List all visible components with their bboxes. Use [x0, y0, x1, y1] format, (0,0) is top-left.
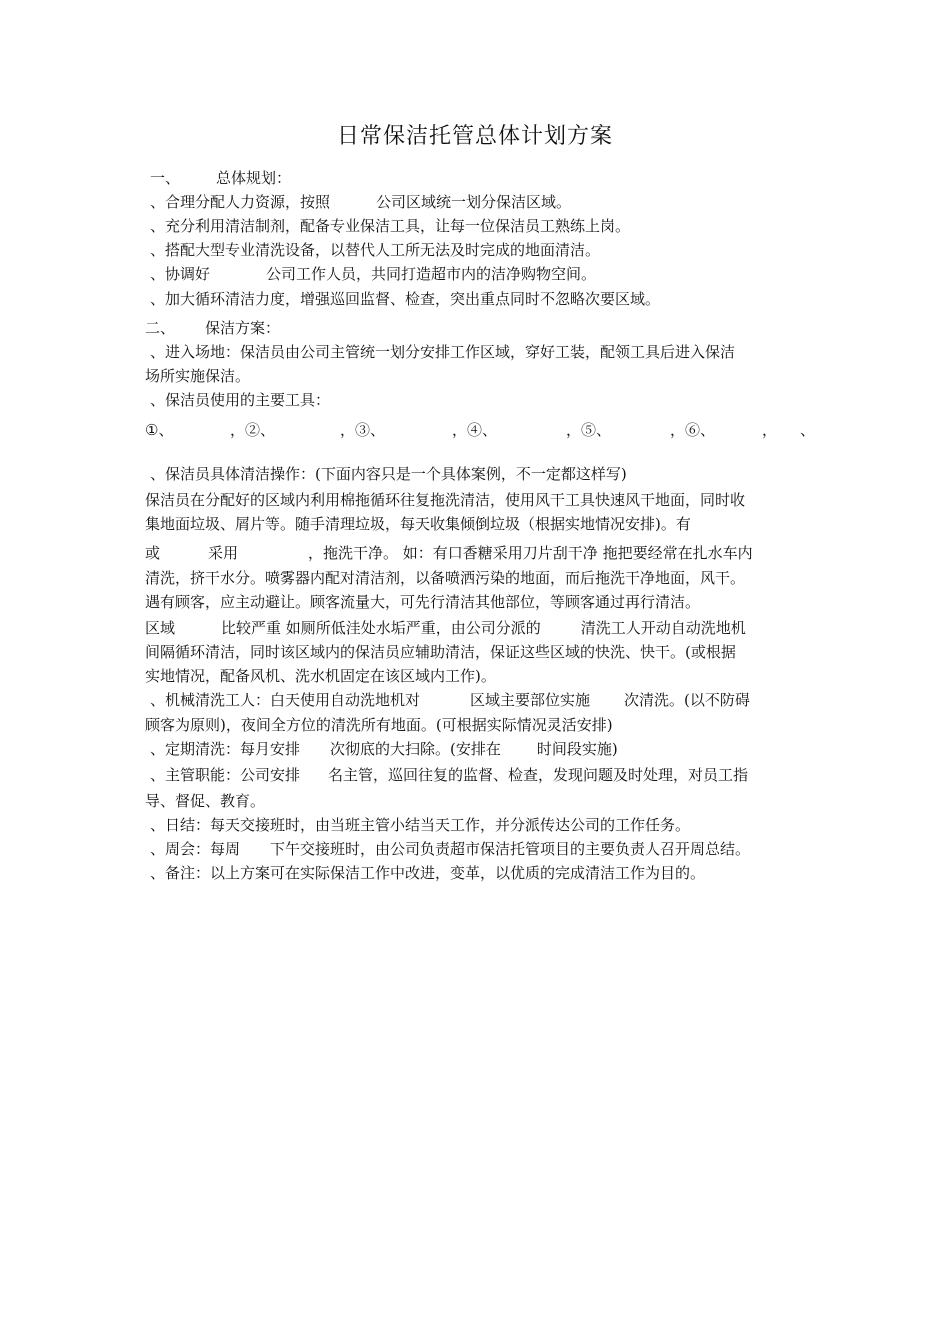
paragraph-line: 间隔循环清洁，同时该区域内的保洁员应辅助清洁，保证这些区域的快洗、快干。(或根据 [145, 643, 736, 661]
tools-list-item-4: ，④、 [452, 421, 498, 439]
paragraph-line: 、备注：以上方案可在实际保洁工作中改进，变革，以优质的完成清洁工作为目的。 [150, 864, 706, 882]
tools-list-item-2: ，②、 [230, 421, 276, 439]
list-item: 、加大循环清洁力度，增强巡回监督、检查，突出重点同时不忽略次要区域。 [150, 290, 661, 308]
tools-list-item-3: ，③、 [340, 421, 386, 439]
paragraph-line: 或 采用 ，拖洗干净。 如：有口香糖采用刀片刮干净 拖把要经常在扎水车内 [145, 544, 753, 562]
tools-list-separator: ， [762, 421, 778, 439]
tools-list-item-1: ①、 [145, 421, 174, 439]
paragraph-line: 场所实施保洁。 [145, 367, 251, 385]
paragraph-line: 遇有顾客，应主动避让。顾客流量大，可先行清洁其他部位，等顾客通过再行清洁。 [145, 593, 701, 611]
paragraph-line: 、机械清洗工人：白天使用自动洗地机对 区域主要部位实施 次清洗。(以不防碍 [150, 691, 750, 709]
section-1-number: 一、 [150, 169, 181, 187]
list-item: 、协调好 公司工作人员，共同打造超市内的洁净购物空间。 [150, 265, 597, 283]
paragraph-line: 实地情况，配备风机、洗水机固定在该区域内工作)。 [145, 667, 496, 685]
paragraph-line: 、日结：每天交接班时，由当班主管小结当天工作，并分派传达公司的工作任务。 [150, 816, 691, 834]
ops-label: 、保洁员具体清洁操作：(下面内容只是一个具体案例，不一定都这样写) [150, 465, 627, 483]
paragraph-line: 、进入场地：保洁员由公司主管统一划分安排工作区域，穿好工装，配领工具后进入保洁 [150, 343, 736, 361]
tools-list-separator: 、 [800, 421, 816, 439]
section-1-heading [150, 166, 291, 190]
paragraph-line: 保洁员在分配好的区域内利用棉拖循环往复拖洗清洁，使用风干工具快速风干地面，同时收 [145, 491, 746, 509]
paragraph-line: 、主管职能：公司安排 名主管，巡回往复的监督、检查，发现问题及时处理，对员工指 [150, 766, 749, 784]
paragraph-line: 集地面垃圾、屑片等。随手清理垃圾，每天收集倾倒垃圾（根据实地情况安排)。有 [145, 515, 691, 533]
tools-list-item-6: ，⑥、 [670, 421, 716, 439]
list-item: 、合理分配人力资源，按照 公司区域统一划分保洁区域。 [150, 193, 572, 211]
paragraph-line: 、周会：每周 下午交接班时，由公司负责超市保洁托管项目的主要负责人召开周总结。 [150, 840, 751, 858]
tools-label: 、保洁员使用的主要工具： [150, 391, 331, 409]
section-1-title: 总体规划： [216, 169, 292, 187]
list-item: 、充分利用清洁制剂，配备专业保洁工具，让每一位保洁员工熟练上岗。 [150, 217, 631, 235]
paragraph-line: 清洗，挤干水分。喷雾器内配对清洁剂，以备喷洒污染的地面，而后拖洗干净地面，风干。 [145, 569, 746, 587]
section-2-title: 保洁方案： [205, 319, 281, 337]
paragraph-line: 顾客为原则)，夜间全方位的清洗所有地面。(可根据实际情况灵活安排) [145, 716, 613, 734]
list-item: 、搭配大型专业清洗设备，以替代人工所无法及时完成的地面清洁。 [150, 241, 601, 259]
paragraph-line: 、定期清洗：每月安排 次彻底的大扫除。(安排在 时间段实施) [150, 740, 618, 758]
section-2-heading [145, 316, 280, 340]
paragraph-line: 导、督促、教育。 [145, 792, 266, 810]
tools-list-item-5: ，⑤、 [566, 421, 612, 439]
paragraph-line: 区域 比较严重 如厕所低洼处水垢严重，由公司分派的 清洗工人开动自动洗地机 [145, 619, 746, 637]
section-2-number: 二、 [145, 319, 176, 337]
document-title: 日常保洁托管总体计划方案 [336, 124, 613, 149]
